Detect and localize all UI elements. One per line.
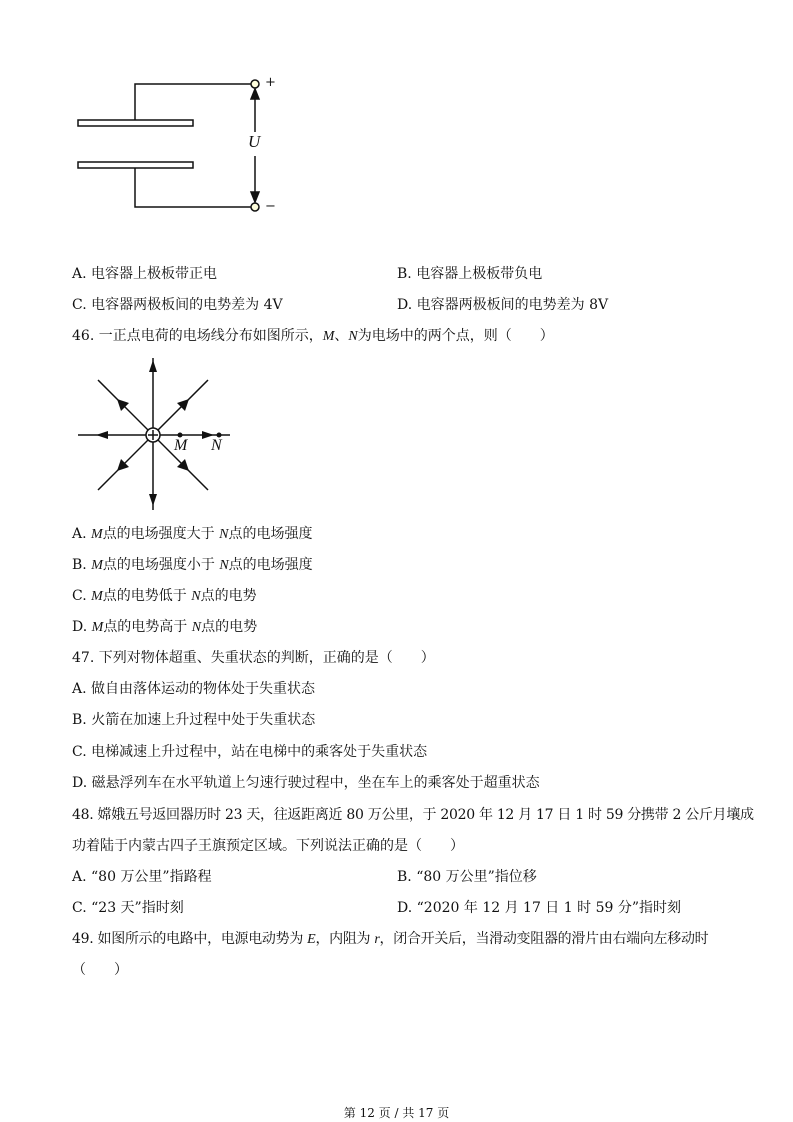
question-49-blank: （ ） (72, 962, 128, 978)
question-48-stem-line1: 48. 嫦娥五号返回器历时 23 天，往返距离近 80 万公里，于 2020 年 12 月 17 日 1 时 59 分携带 2 公斤月壤成 (72, 807, 754, 823)
question-47-stem: 47. 下列对物体超重、失重状态的判断，正确的是（ ） (72, 650, 435, 666)
voltage-label: U (248, 132, 261, 151)
minus-label: − (265, 199, 276, 214)
option-d: D. 磁悬浮列车在水平轨道上匀速行驶过程中，坐在车上的乘客处于超重状态 (72, 775, 540, 791)
option-b: B. “80 万公里”指位移 (397, 869, 537, 885)
option-c: C. 电容器两极板间的电势差为 4V (72, 297, 283, 313)
positive-terminal (251, 80, 259, 88)
option-d: D. “2020 年 12 月 17 日 1 时 59 分”指时刻 (397, 900, 681, 916)
question-46-stem: 46. 一正点电荷的电场线分布如图所示，M、N为电场中的两个点，则（ ） (72, 328, 554, 344)
option-b: B. 火箭在加速上升过程中处于失重状态 (72, 712, 316, 728)
option-d: D. M点的电势高于 N点的电势 (72, 619, 258, 635)
option-a: A. M点的电场强度大于 N点的电场强度 (72, 526, 313, 542)
option-c: C. M点的电势低于 N点的电势 (72, 588, 257, 604)
arrow-down-icon (251, 192, 259, 202)
option-a: A. 电容器上极板带正电 (72, 266, 218, 282)
field-line-diagram (78, 358, 230, 510)
option-c: C. 电梯减速上升过程中，站在电梯中的乘客处于失重状态 (72, 744, 428, 760)
plus-label: + (265, 75, 276, 90)
option-a: A. “80 万公里”指路程 (72, 869, 212, 885)
option-b: B. 电容器上极板带负电 (397, 266, 543, 282)
option-a: A. 做自由落体运动的物体处于失重状态 (72, 681, 316, 697)
option-c: C. “23 天”指时刻 (72, 900, 184, 916)
arrow-up-icon (251, 89, 259, 99)
question-49-stem: 49. 如图所示的电路中，电源电动势为 E，内阻为 r，闭合开关后，当滑动变阻器的滑片由右端向左移动时 (72, 931, 709, 947)
page-footer: 第 12 页 / 共 17 页 (343, 1106, 450, 1120)
question-48-stem-line2: 功着陆于内蒙古四子王旗预定区域。下列说法正确的是（ ） (72, 838, 464, 854)
m-label: M (174, 437, 188, 454)
lower-plate (78, 162, 193, 168)
capacitor-diagram (78, 80, 259, 211)
option-b: B. M点的电场强度小于 N点的电场强度 (72, 557, 313, 573)
option-d: D. 电容器两极板间的电势差为 8V (397, 297, 609, 313)
n-label: N (211, 437, 222, 454)
upper-plate (78, 120, 193, 126)
negative-terminal (251, 203, 259, 211)
